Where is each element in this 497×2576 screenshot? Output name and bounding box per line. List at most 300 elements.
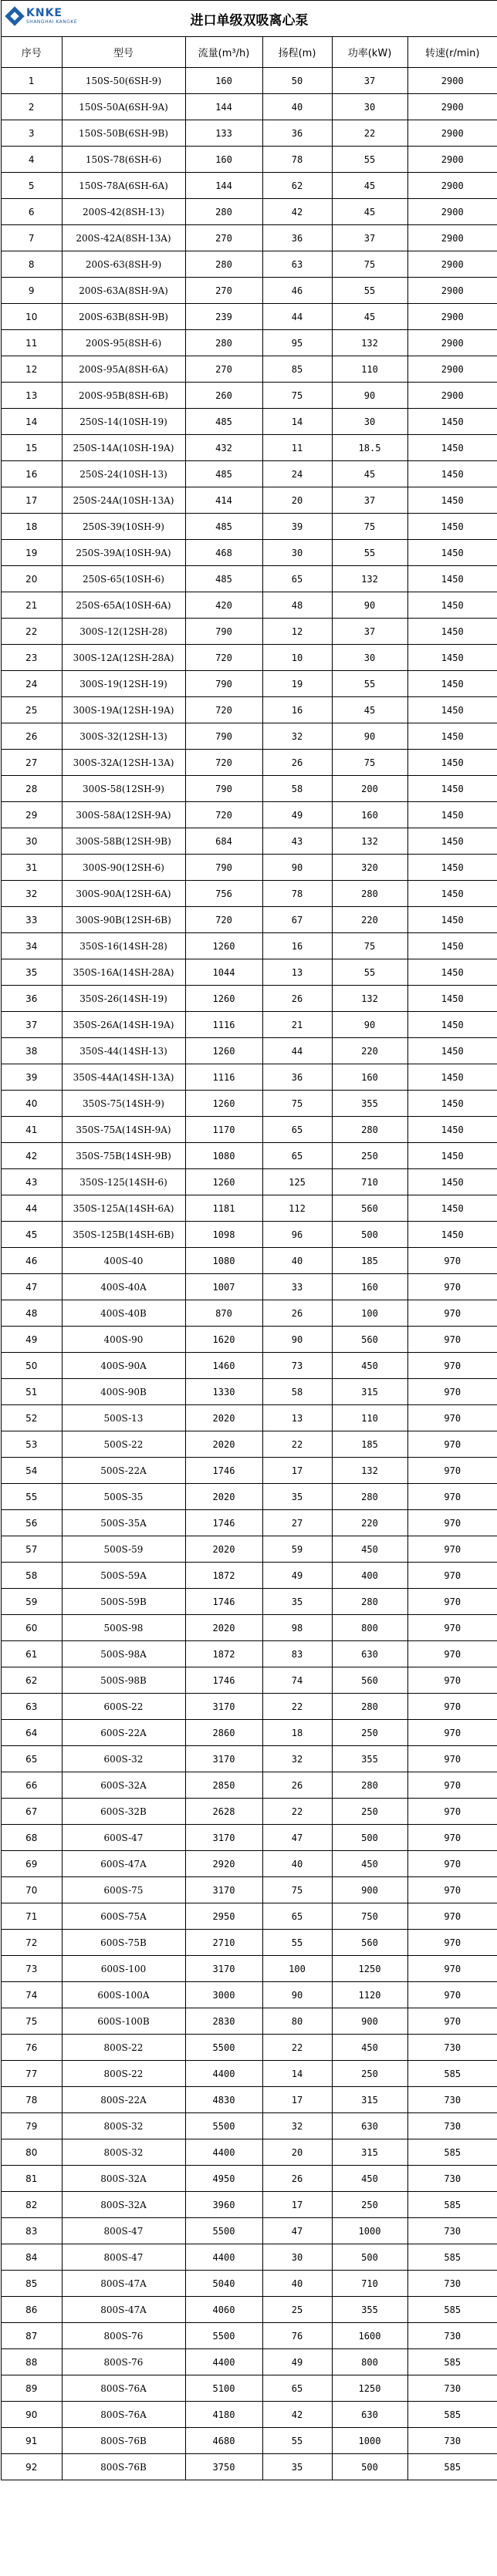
cell-head: 65: [262, 1143, 332, 1169]
cell-speed: 730: [407, 2218, 497, 2244]
cell-speed: 2900: [407, 278, 497, 304]
table-row: [2, 1300, 497, 1327]
cell-model: 800S-47: [62, 2244, 185, 2271]
cell-head: 62: [262, 173, 332, 199]
cell-speed: 970: [407, 1536, 497, 1563]
cell-model: 500S-35A: [62, 1510, 185, 1536]
cell-head: 14: [262, 2061, 332, 2087]
cell-index: 39: [2, 1064, 62, 1091]
cell-speed: 2900: [407, 251, 497, 278]
cell-index: 36: [2, 986, 62, 1012]
cell-head: 36: [262, 225, 332, 251]
cell-index: 14: [2, 409, 62, 435]
cell-head: 100: [262, 1956, 332, 1982]
cell-index: 40: [2, 1091, 62, 1117]
cell-head: 10: [262, 645, 332, 671]
cell-power: 250: [332, 1720, 407, 1746]
cell-speed: 970: [407, 1720, 497, 1746]
cell-model: 250S-65A(10SH-6A): [62, 592, 185, 619]
cell-power: 560: [332, 1327, 407, 1353]
table-row: [2, 828, 497, 855]
cell-model: 800S-22: [62, 2035, 185, 2061]
cell-speed: 2900: [407, 356, 497, 383]
cell-power: 355: [332, 1091, 407, 1117]
cell-flow: 2710: [185, 1930, 262, 1956]
table-row: [2, 1484, 497, 1510]
cell-head: 58: [262, 776, 332, 802]
cell-power: 560: [332, 1667, 407, 1694]
cell-model: 250S-24(10SH-13): [62, 461, 185, 487]
cell-flow: 4400: [185, 2244, 262, 2271]
cell-flow: 1460: [185, 1353, 262, 1379]
cell-index: 52: [2, 1405, 62, 1431]
cell-index: 82: [2, 2192, 62, 2218]
cell-index: 19: [2, 540, 62, 566]
cell-flow: 3000: [185, 1982, 262, 2008]
cell-flow: 1080: [185, 1248, 262, 1274]
logo-name: KNKE: [26, 7, 63, 19]
cell-index: 55: [2, 1484, 62, 1510]
table-row: [2, 1248, 497, 1274]
cell-speed: 970: [407, 1667, 497, 1694]
cell-head: 125: [262, 1169, 332, 1195]
cell-model: 350S-26A(14SH-19A): [62, 1012, 185, 1038]
cell-flow: 160: [185, 68, 262, 94]
cell-model: 800S-76A: [62, 2375, 185, 2402]
cell-head: 65: [262, 1117, 332, 1143]
cell-power: 250: [332, 2061, 407, 2087]
cell-head: 12: [262, 619, 332, 645]
cell-head: 76: [262, 2323, 332, 2349]
cell-flow: 3960: [185, 2192, 262, 2218]
cell-speed: 970: [407, 1458, 497, 1484]
cell-index: 56: [2, 1510, 62, 1536]
cell-power: 250: [332, 2192, 407, 2218]
cell-model: 500S-22A: [62, 1458, 185, 1484]
cell-flow: 5500: [185, 2035, 262, 2061]
cell-power: 90: [332, 592, 407, 619]
cell-speed: 585: [407, 2297, 497, 2323]
cell-power: 220: [332, 1038, 407, 1064]
cell-head: 32: [262, 2113, 332, 2139]
cell-model: 300S-58B(12SH-9B): [62, 828, 185, 855]
cell-flow: 1260: [185, 986, 262, 1012]
cell-speed: 2900: [407, 147, 497, 173]
cell-model: 300S-32A(12SH-13A): [62, 750, 185, 776]
cell-flow: 280: [185, 199, 262, 225]
cell-head: 59: [262, 1536, 332, 1563]
cell-speed: 1450: [407, 435, 497, 461]
cell-speed: 585: [407, 2192, 497, 2218]
cell-head: 11: [262, 435, 332, 461]
cell-index: 57: [2, 1536, 62, 1563]
cell-flow: 2020: [185, 1405, 262, 1431]
cell-speed: 970: [407, 2008, 497, 2035]
cell-flow: 1260: [185, 933, 262, 959]
cell-power: 560: [332, 1195, 407, 1222]
cell-speed: 1450: [407, 723, 497, 750]
cell-model: 500S-59: [62, 1536, 185, 1563]
cell-index: 48: [2, 1300, 62, 1327]
cell-speed: 1450: [407, 566, 497, 592]
cell-model: 350S-75(14SH-9): [62, 1091, 185, 1117]
cell-index: 86: [2, 2297, 62, 2323]
cell-model: 400S-40A: [62, 1274, 185, 1300]
cell-flow: 1260: [185, 1091, 262, 1117]
cell-model: 150S-78A(6SH-6A): [62, 173, 185, 199]
cell-model: 600S-22: [62, 1694, 185, 1720]
table-row: [2, 1746, 497, 1772]
cell-head: 35: [262, 1484, 332, 1510]
cell-index: 53: [2, 1431, 62, 1458]
cell-speed: 1450: [407, 540, 497, 566]
cell-index: 61: [2, 1641, 62, 1667]
cell-index: 29: [2, 802, 62, 828]
cell-power: 1250: [332, 1956, 407, 1982]
cell-power: 132: [332, 828, 407, 855]
cell-speed: 1450: [407, 409, 497, 435]
cell-flow: 2830: [185, 2008, 262, 2035]
cell-flow: 280: [185, 251, 262, 278]
cell-index: 45: [2, 1222, 62, 1248]
table-row: [2, 907, 497, 933]
cell-speed: 970: [407, 1851, 497, 1877]
cell-model: 300S-58A(12SH-9A): [62, 802, 185, 828]
table-row: [2, 1195, 497, 1222]
header-flow: 流量(m³/h): [185, 37, 262, 68]
table-row: [2, 1956, 497, 1982]
table-row: [2, 2035, 497, 2061]
cell-speed: 970: [407, 1641, 497, 1667]
cell-model: 150S-50(6SH-9): [62, 68, 185, 94]
table-row: [2, 750, 497, 776]
cell-model: 500S-98B: [62, 1667, 185, 1694]
cell-index: 17: [2, 487, 62, 514]
cell-flow: 2850: [185, 1772, 262, 1799]
cell-head: 49: [262, 1563, 332, 1589]
cell-flow: 5500: [185, 2218, 262, 2244]
cell-model: 300S-32(12SH-13): [62, 723, 185, 750]
table-body: [2, 68, 497, 2480]
cell-flow: 133: [185, 120, 262, 147]
cell-model: 350S-125(14SH-6): [62, 1169, 185, 1195]
table-row: [2, 645, 497, 671]
cell-head: 75: [262, 1877, 332, 1903]
cell-speed: 970: [407, 1405, 497, 1431]
cell-speed: 2900: [407, 173, 497, 199]
cell-speed: 730: [407, 2428, 497, 2454]
cell-index: 1: [2, 68, 62, 94]
cell-speed: 1450: [407, 671, 497, 697]
cell-power: 100: [332, 1300, 407, 1327]
table-row: [2, 94, 497, 120]
cell-head: 40: [262, 1851, 332, 1877]
table-row: [2, 2375, 497, 2402]
cell-speed: 2900: [407, 68, 497, 94]
cell-power: 280: [332, 1772, 407, 1799]
cell-head: 65: [262, 566, 332, 592]
cell-speed: 2900: [407, 330, 497, 356]
cell-model: 250S-39(10SH-9): [62, 514, 185, 540]
cell-speed: 730: [407, 2087, 497, 2113]
cell-index: 33: [2, 907, 62, 933]
cell-index: 70: [2, 1877, 62, 1903]
table-row: [2, 147, 497, 173]
cell-speed: 730: [407, 2035, 497, 2061]
cell-power: 450: [332, 1536, 407, 1563]
cell-model: 500S-98: [62, 1615, 185, 1641]
table-row: [2, 1982, 497, 2008]
cell-flow: 239: [185, 304, 262, 330]
table-row: [2, 68, 497, 94]
cell-index: 66: [2, 1772, 62, 1799]
cell-power: 75: [332, 933, 407, 959]
cell-flow: 3170: [185, 1746, 262, 1772]
logo-text: [26, 8, 77, 25]
cell-speed: 2900: [407, 383, 497, 409]
table-row: [2, 959, 497, 986]
cell-model: 150S-50B(6SH-9B): [62, 120, 185, 147]
cell-speed: 1450: [407, 986, 497, 1012]
cell-power: 110: [332, 1405, 407, 1431]
cell-head: 44: [262, 1038, 332, 1064]
cell-index: 25: [2, 697, 62, 723]
cell-index: 4: [2, 147, 62, 173]
cell-flow: 2860: [185, 1720, 262, 1746]
cell-flow: 1746: [185, 1510, 262, 1536]
table-row: [2, 1825, 497, 1851]
cell-speed: 1450: [407, 750, 497, 776]
header-index: 序号: [2, 37, 62, 68]
cell-index: 75: [2, 2008, 62, 2035]
cell-flow: 1872: [185, 1641, 262, 1667]
cell-model: 250S-24A(10SH-13A): [62, 487, 185, 514]
table-row: [2, 802, 497, 828]
table-row: [2, 540, 497, 566]
product-spec-sheet: [1, 0, 497, 2480]
cell-index: 81: [2, 2166, 62, 2192]
cell-power: 75: [332, 514, 407, 540]
cell-model: 800S-47: [62, 2218, 185, 2244]
cell-index: 2: [2, 94, 62, 120]
cell-speed: 1450: [407, 697, 497, 723]
cell-speed: 1450: [407, 1117, 497, 1143]
cell-flow: 720: [185, 802, 262, 828]
cell-power: 400: [332, 1563, 407, 1589]
cell-model: 350S-16A(14SH-28A): [62, 959, 185, 986]
table-row: [2, 1615, 497, 1641]
cell-model: 800S-22: [62, 2061, 185, 2087]
cell-index: 43: [2, 1169, 62, 1195]
cell-power: 132: [332, 1458, 407, 1484]
table-row: [2, 1851, 497, 1877]
cell-head: 50: [262, 68, 332, 94]
cell-head: 43: [262, 828, 332, 855]
cell-power: 55: [332, 671, 407, 697]
cell-index: 64: [2, 1720, 62, 1746]
cell-speed: 1450: [407, 514, 497, 540]
table-row: [2, 514, 497, 540]
cell-speed: 970: [407, 1877, 497, 1903]
cell-flow: 2020: [185, 1431, 262, 1458]
cell-head: 42: [262, 199, 332, 225]
cell-index: 84: [2, 2244, 62, 2271]
cell-flow: 720: [185, 697, 262, 723]
cell-model: 600S-100: [62, 1956, 185, 1982]
cell-speed: 1450: [407, 1169, 497, 1195]
cell-head: 17: [262, 1458, 332, 1484]
cell-power: 132: [332, 986, 407, 1012]
table-row: [2, 356, 497, 383]
table-row: [2, 2297, 497, 2323]
cell-index: 59: [2, 1589, 62, 1615]
cell-index: 90: [2, 2402, 62, 2428]
table-row: [2, 1064, 497, 1091]
cell-head: 90: [262, 1327, 332, 1353]
cell-flow: 485: [185, 566, 262, 592]
cell-power: 185: [332, 1431, 407, 1458]
cell-power: 710: [332, 2271, 407, 2297]
cell-speed: 585: [407, 2061, 497, 2087]
cell-index: 46: [2, 1248, 62, 1274]
cell-power: 900: [332, 2008, 407, 2035]
cell-index: 5: [2, 173, 62, 199]
table-row: [2, 1458, 497, 1484]
header-speed: 转速(r/min): [407, 37, 497, 68]
cell-model: 200S-42(8SH-13): [62, 199, 185, 225]
cell-index: 27: [2, 750, 62, 776]
cell-flow: 790: [185, 776, 262, 802]
cell-power: 45: [332, 199, 407, 225]
cell-index: 9: [2, 278, 62, 304]
cell-power: 280: [332, 1694, 407, 1720]
header-power: 功率(kW): [332, 37, 407, 68]
cell-model: 300S-90B(12SH-6B): [62, 907, 185, 933]
cell-index: 41: [2, 1117, 62, 1143]
cell-speed: 1450: [407, 1012, 497, 1038]
logo-tagline: SHANGHAI KANGKE: [26, 19, 78, 25]
cell-model: 400S-40B: [62, 1300, 185, 1327]
cell-model: 800S-47A: [62, 2271, 185, 2297]
cell-flow: 4060: [185, 2297, 262, 2323]
cell-speed: 730: [407, 2375, 497, 2402]
cell-speed: 1450: [407, 855, 497, 881]
table-row: [2, 435, 497, 461]
cell-index: 77: [2, 2061, 62, 2087]
table-row: [2, 776, 497, 802]
cell-head: 98: [262, 1615, 332, 1641]
cell-model: 250S-39A(10SH-9A): [62, 540, 185, 566]
cell-power: 500: [332, 2454, 407, 2480]
cell-head: 35: [262, 1589, 332, 1615]
cell-power: 1250: [332, 2375, 407, 2402]
cell-head: 40: [262, 1248, 332, 1274]
cell-model: 600S-32A: [62, 1772, 185, 1799]
cell-model: 300S-12(12SH-28): [62, 619, 185, 645]
cell-model: 500S-13: [62, 1405, 185, 1431]
cell-flow: 2628: [185, 1799, 262, 1825]
cell-index: 37: [2, 1012, 62, 1038]
cell-head: 26: [262, 1772, 332, 1799]
cell-flow: 720: [185, 750, 262, 776]
cell-speed: 1450: [407, 1222, 497, 1248]
cell-speed: 730: [407, 2271, 497, 2297]
cell-model: 800S-76: [62, 2349, 185, 2375]
table-row: [2, 2323, 497, 2349]
cell-flow: 1116: [185, 1064, 262, 1091]
cell-model: 300S-19A(12SH-19A): [62, 697, 185, 723]
cell-power: 220: [332, 1510, 407, 1536]
cell-speed: 730: [407, 2323, 497, 2349]
cell-model: 350S-75B(14SH-9B): [62, 1143, 185, 1169]
cell-head: 22: [262, 1431, 332, 1458]
cell-power: 45: [332, 173, 407, 199]
cell-flow: 2020: [185, 1536, 262, 1563]
cell-power: 630: [332, 1641, 407, 1667]
cell-model: 800S-22A: [62, 2087, 185, 2113]
cell-index: 20: [2, 566, 62, 592]
cell-speed: 730: [407, 2113, 497, 2139]
cell-flow: 1872: [185, 1563, 262, 1589]
cell-flow: 790: [185, 619, 262, 645]
table-header-row: [2, 37, 497, 68]
cell-speed: 1450: [407, 959, 497, 986]
cell-index: 35: [2, 959, 62, 986]
cell-flow: 3170: [185, 1877, 262, 1903]
table-row: [2, 2218, 497, 2244]
table-row: [2, 383, 497, 409]
cell-power: 90: [332, 383, 407, 409]
table-row: [2, 1589, 497, 1615]
cell-model: 400S-40: [62, 1248, 185, 1274]
cell-power: 160: [332, 1274, 407, 1300]
cell-power: 320: [332, 855, 407, 881]
cell-index: 68: [2, 1825, 62, 1851]
cell-power: 75: [332, 750, 407, 776]
cell-power: 280: [332, 1117, 407, 1143]
cell-model: 500S-35: [62, 1484, 185, 1510]
cell-index: 69: [2, 1851, 62, 1877]
cell-index: 60: [2, 1615, 62, 1641]
cell-flow: 3750: [185, 2454, 262, 2480]
cell-index: 88: [2, 2349, 62, 2375]
table-row: [2, 2087, 497, 2113]
table-row: [2, 1379, 497, 1405]
cell-power: 55: [332, 959, 407, 986]
cell-flow: 432: [185, 435, 262, 461]
brand-logo: [8, 8, 77, 25]
cell-head: 85: [262, 356, 332, 383]
cell-head: 55: [262, 2428, 332, 2454]
cell-model: 400S-90A: [62, 1353, 185, 1379]
cell-model: 800S-32: [62, 2113, 185, 2139]
cell-head: 27: [262, 1510, 332, 1536]
cell-head: 14: [262, 409, 332, 435]
cell-index: 18: [2, 514, 62, 540]
cell-head: 47: [262, 1825, 332, 1851]
table-row: [2, 1327, 497, 1353]
cell-head: 17: [262, 2192, 332, 2218]
cell-flow: 1116: [185, 1012, 262, 1038]
cell-model: 200S-63B(8SH-9B): [62, 304, 185, 330]
cell-flow: 790: [185, 671, 262, 697]
cell-power: 560: [332, 1930, 407, 1956]
cell-power: 90: [332, 723, 407, 750]
cell-flow: 3170: [185, 1694, 262, 1720]
table-row: [2, 2192, 497, 2218]
cell-power: 280: [332, 1484, 407, 1510]
cell-speed: 1450: [407, 1195, 497, 1222]
